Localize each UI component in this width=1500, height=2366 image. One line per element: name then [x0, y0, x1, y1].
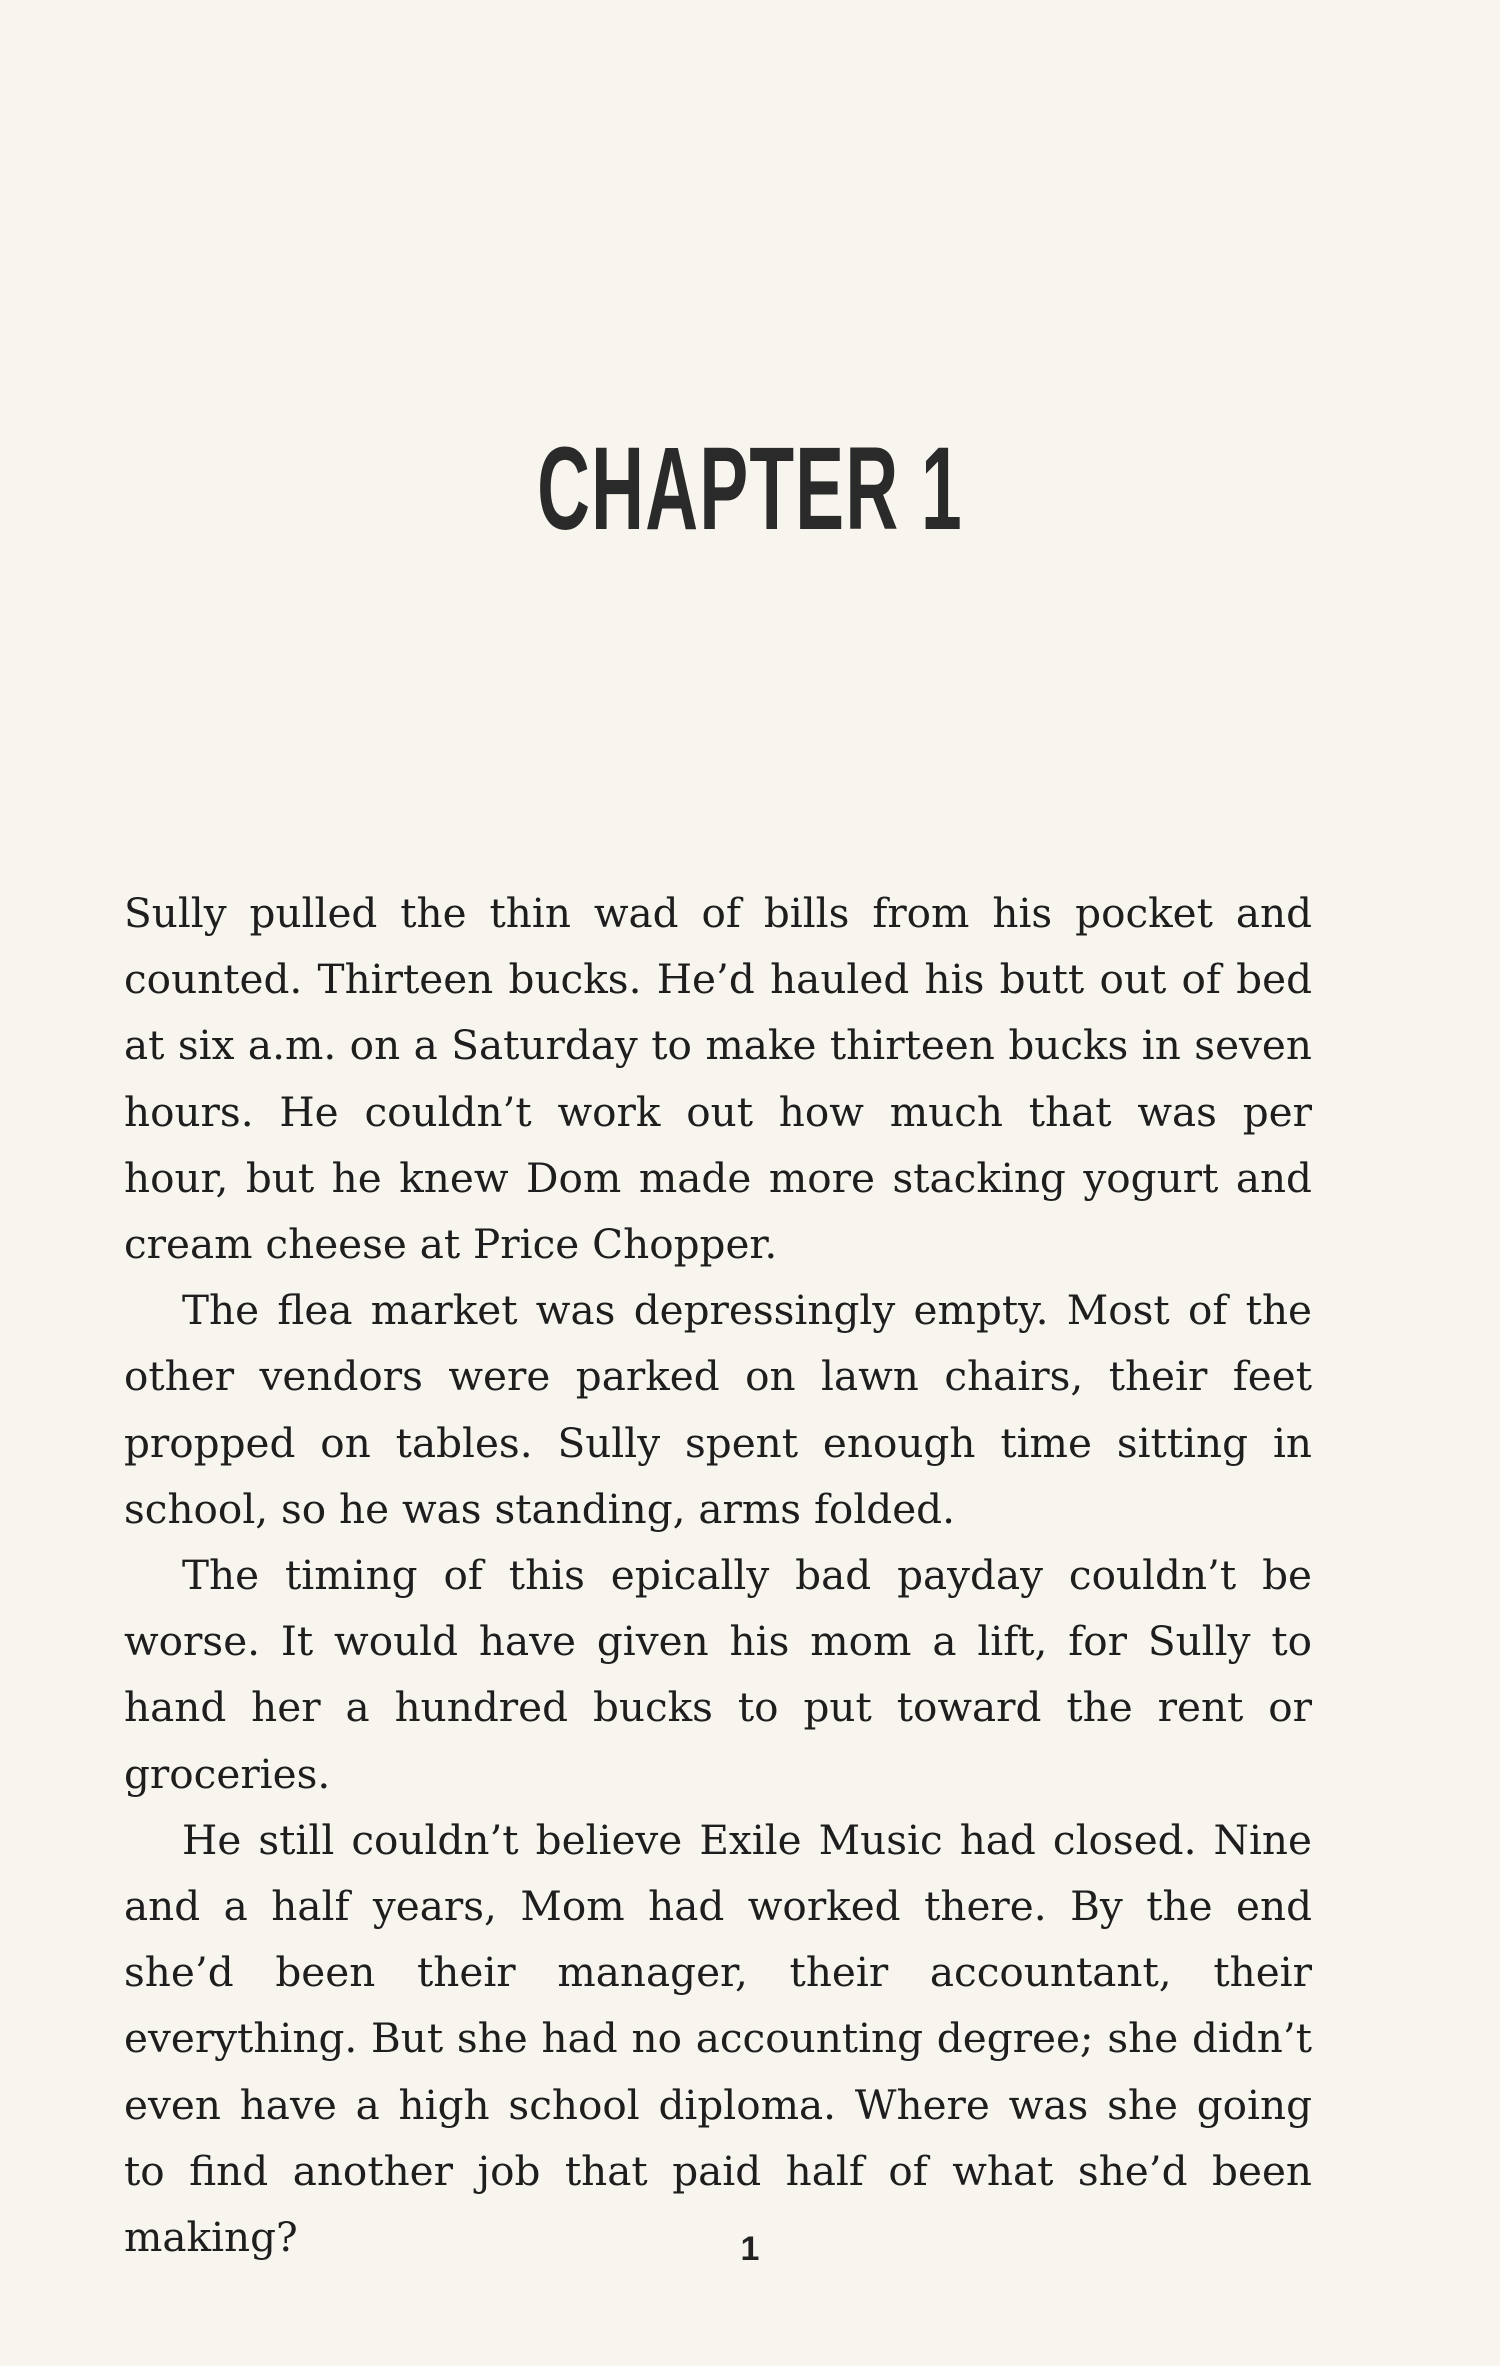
paragraph-3: The timing of this epically bad payday couldn’t be worse. It would have given his mom a lift, for Sully to hand her a hundred bucks to put toward the rent or groceries. — [124, 1551, 1312, 1798]
chapter-title: CHAPTER 1 — [537, 423, 963, 555]
paragraph-2: The flea market was depressingly empty. Most of the other vendors were parked on lawn chairs, their feet propped on tables. Sully spent enough time sitting in school, so he was standing, arms folded. — [124, 1286, 1312, 1533]
paragraph-1: Sully pulled the thin wad of bills from his pocket and counted. Thirteen bucks. He’d hauled his butt out of bed at six a.m. on a Saturday to make thirteen bucks in seven hours. He couldn’t work out how much that was per hour, but he knew Dom made more stacking yogurt and cream cheese at Price Chopper. — [124, 889, 1312, 1269]
chapter-body — [124, 880, 1312, 2270]
paragraph-4: He still couldn’t believe Exile Music had closed. Nine and a half years, Mom had worked there. By the end she’d been their manager, their accountant, their everything. But she had no accounting degree; she didn’t even have a high school diploma. Where was she going to find another job that paid half of what she’d been making? — [124, 1815, 1312, 2262]
page-number: 1 — [740, 2230, 760, 2268]
